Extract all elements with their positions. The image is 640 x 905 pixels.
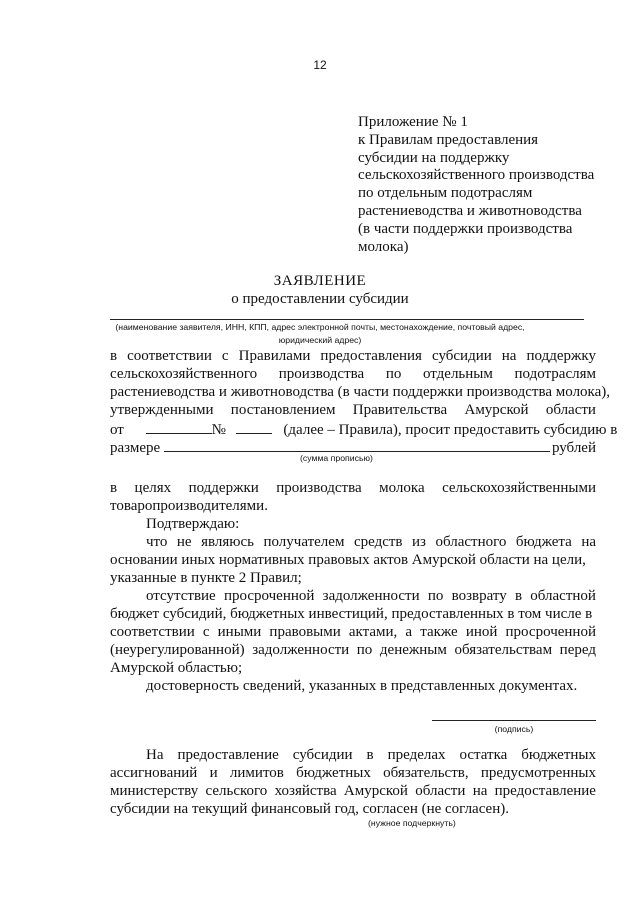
document-subtitle: о предоставлении субсидии [231,291,409,307]
document-title: ЗАЯВЛЕНИЕ [273,273,367,289]
confirm-item-1-line-2: основании иных нормативных правовых актов Амурской области на цели, [110,552,586,568]
confirm-item-2-line-5: Амурской областью; [110,660,243,676]
body-line-3: растениеводства и животноводства (в части поддержки производства молока), [110,384,611,400]
appendix-line: Приложение № 1 [358,114,468,130]
body-line-2: сельскохозяйственного производства по отдельным подотраслям [110,366,596,382]
consent-caption: (нужное подчеркнуть) [368,818,456,828]
confirm-item-1-line-3: указанные в пункте 2 Правил; [110,570,302,586]
consent-line-4: субсидии на текущий финансовый год, согласен (не согласен). [110,801,509,817]
appendix-line: сельскохозяйственного производства [358,167,595,184]
confirm-item-3: достоверность сведений, указанных в представленных документах. [146,678,578,694]
page-number: 12 [313,58,327,72]
date-field[interactable] [146,420,212,434]
consent-line-2: ассигнований и лимитов бюджетных обязательств, предусмотренных [110,765,596,781]
appendix-line: молока) [358,238,409,255]
applicant-name-field[interactable] [110,319,584,320]
appendix-header [358,114,618,256]
confirm-item-2-line-1: отсутствие просроченной задолженности по возврату в областной [146,588,596,604]
appendix-line: субсидии на поддержку [358,149,510,166]
confirm-item-1-line-1: что не являюсь получателем средств из областного бюджета на [146,534,596,550]
body-line-7: в целях поддержки производства молока сельскохозяйственными [110,480,596,496]
appendix-line: растениеводства и животноводства [358,202,582,219]
number-field[interactable] [236,420,272,434]
appendix-line: к Правилам предоставления [358,131,539,148]
consent-line-3: министерству сельского хозяйства Амурской области на предоставление [110,783,596,799]
confirm-item-2-line-3: соответствии с иными правовыми актами, а также иной просроченной [110,624,596,640]
body-line-1: в соответствии с Правилами предоставления субсидии на поддержку [110,348,596,364]
body-line-4: утвержденными постановлением Правительства Амурской области [110,402,596,418]
appendix-line: по отдельным подотраслям [358,185,533,202]
appendix-line: (в части поддержки производства [358,220,573,237]
applicant-caption: (наименование заявителя, ИНН, КПП, адрес электронной почты, местонахождение, почтовый адрес, [115,322,525,332]
body-line-6: размере рублей [110,440,596,456]
body-line-8: товаропроизводителями. [110,498,268,514]
amount-field[interactable] [164,438,550,452]
body-line-5: от № (далее – Правила), просит предоставить субсидию в [110,422,618,438]
confirm-item-2-line-2: бюджет субсидий, бюджетных инвестиций, предоставленных в том числе в [110,606,593,622]
consent-line-1: На предоставление субсидии в пределах остатка бюджетных [146,747,596,763]
applicant-caption-cont: юридический адрес) [278,335,362,345]
confirm-heading: Подтверждаю: [146,516,240,532]
sum-caption: (сумма прописью) [300,453,373,463]
confirm-item-2-line-4: (неурегулированной) задолженности по денежным обязательствам перед [110,642,596,658]
signature-field[interactable] [432,720,596,721]
signature-caption: (подпись) [494,724,534,734]
